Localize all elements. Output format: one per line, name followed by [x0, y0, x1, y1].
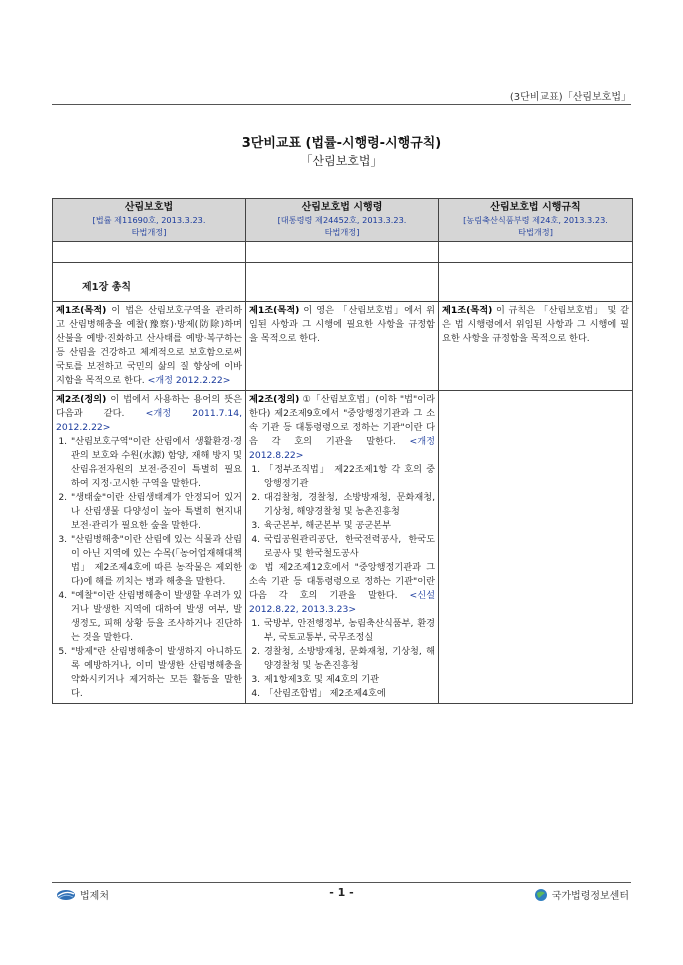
- footer-right: [534, 887, 629, 902]
- list-item: 2. 경찰청, 소방방재청, 문화재청, 기상청, 해양경찰청 및 농촌진흥청: [263, 645, 435, 673]
- footer-divider: [52, 882, 631, 883]
- article-1-rule: [439, 302, 633, 391]
- table-spacer-row: [53, 242, 633, 263]
- list-item: 4. 「산림조합법」 제2조제4호에: [263, 687, 435, 701]
- article-1-decree: [246, 302, 439, 391]
- list-item: 3. "산림병해충"이란 산림에 있는 식물과 산림이 아닌 지역에 있는 수목(「농어업재해대책법」 제2조제4호에 따른 농작물은 제외한다)에 해를 끼치는 병과 해충을 말한다.: [70, 533, 242, 589]
- running-header: (3단비교표)「산림보호법」: [509, 92, 631, 103]
- agency-list-2: [249, 617, 435, 701]
- agency-list-1: [249, 463, 435, 561]
- column-enactment-cont: 타법개정]: [324, 227, 360, 237]
- article-title: 제1조(목적): [442, 305, 493, 316]
- amendment-note: <신설 2012.8.22, 2013.3.23>: [249, 590, 435, 615]
- column-header-law: [53, 199, 246, 242]
- article-text: 이 영은 「산림보호법」에서 위임된 사항과 그 시행에 필요한 사항을 규정함을 목적으로 한다.: [249, 305, 435, 344]
- article-2-law: [53, 391, 246, 704]
- list-item: 2. 대검찰청, 경찰청, 소방방재청, 문화재청, 기상청, 해양경찰청 및 농촌진흥청: [263, 491, 435, 519]
- list-item: 1. "산림보호구역"이란 산림에서 생활환경·경관의 보호와 수원(水源) 함양, 재해 방지 및 산림유전자원의 보전·증진이 특별히 필요하여 지정·고시한 구역을 말한다.: [70, 435, 242, 491]
- table-header-row: [53, 199, 633, 242]
- article-title: 제1조(목적): [56, 305, 107, 316]
- globe-logo-icon: [534, 888, 548, 902]
- chapter-title: 제1장 총칙: [82, 282, 132, 293]
- amendment-note: <개정 2012.2.22>: [147, 375, 231, 386]
- column-enactment-cont: 타법개정]: [518, 227, 553, 237]
- list-item: 3. 제1항제3호 및 제4호의 기관: [263, 673, 435, 687]
- page-number: - 1 -: [329, 886, 354, 899]
- chapter-row: [53, 263, 633, 302]
- list-item: 4. "예찰"이란 산림병해충이 발생할 우려가 있거나 발생한 지역에 대하여 발생 여부, 발생정도, 피해 상황 등을 조사하거나 진단하는 것을 말한다.: [70, 589, 242, 645]
- column-enactment: [법률 제11690호, 2013.3.23.: [92, 215, 206, 225]
- document-title: 3단비교표 (법률-시행령-시행규칙): [241, 136, 442, 151]
- article-2-rule: [439, 391, 633, 704]
- article-title: 제1조(목적): [249, 305, 300, 316]
- article-text: ①「산림보호법」(이하 "법"이라 한다) 제2조제9호에서 "중앙행정기관과 그 소속 기관 등 대통령령으로 정하는 기관"이란 다음 각 호의 기관을 말한다.: [249, 394, 435, 447]
- footer-agency-label: 법제처: [80, 891, 109, 902]
- column-enactment: [농림축산식품부령 제24호, 2013.3.23.: [463, 215, 608, 225]
- column-header-rule: [439, 199, 633, 242]
- definition-list: [56, 435, 242, 701]
- column-name: 산림보호법 시행규칙: [490, 202, 581, 213]
- document-subtitle: 「산림보호법」: [300, 154, 383, 168]
- article-text: 이 법에서 사용하는 용어의 뜻은 다음과 같다.: [56, 394, 242, 419]
- article-title: 제2조(정의): [56, 394, 107, 405]
- header-divider: [52, 104, 631, 105]
- article-2-row: [53, 391, 633, 704]
- article-2-decree: [246, 391, 439, 704]
- column-enactment-cont: 타법개정]: [131, 227, 167, 237]
- amendment-note: <개정 2012.8.22>: [249, 436, 435, 461]
- column-header-decree: [246, 199, 439, 242]
- list-item: 3. 육군본부, 해군본부 및 공군본부: [263, 519, 435, 533]
- list-item: 1. 「정부조직법」 제22조제1항 각 호의 중앙행정기관: [263, 463, 435, 491]
- list-item: 1. 국방부, 안전행정부, 농림축산식품부, 환경부, 국토교통부, 국무조정실: [263, 617, 435, 645]
- paragraph-2: ② 법 제2조제12호에서 "중앙행정기관과 그 소속 기관 등 대통령령으로 정하는 기관"이란 다음 각 호의 기관을 말한다.: [249, 562, 435, 601]
- list-item: 4. 국립공원관리공단, 한국전력공사, 한국도로공사 및 한국철도공사: [263, 533, 435, 561]
- list-item: 2. "생태숲"이란 산림생태계가 안정되어 있거나 산림생물 다양성이 높아 특별히 현지내 보전·관리가 필요한 숲을 말한다.: [70, 491, 242, 533]
- column-name: 산림보호법: [124, 202, 174, 213]
- article-1-row: [53, 302, 633, 391]
- column-enactment: [대통령령 제24452호, 2013.3.23.: [277, 215, 407, 225]
- column-name: 산림보호법 시행령: [301, 202, 383, 213]
- footer-center-label: 국가법령정보센터: [551, 891, 629, 902]
- article-text: 이 규칙은 「산림보호법」 및 같은 법 시행령에서 위임된 사항과 그 시행에 필요한 사항을 규정함을 목적으로 한다.: [442, 305, 629, 344]
- article-1-law: [53, 302, 246, 391]
- comparison-table: [52, 198, 633, 704]
- list-item: 5. "방제"란 산림병해충이 발생하지 아니하도록 예방하거나, 이미 발생한 산림병해충을 약화시키거나 제거하는 모든 활동을 말한다.: [70, 645, 242, 701]
- article-text: 이 법은 산림보호구역을 관리하고 산림병해충을 예찰(豫察)·방제(防除)하며 산불을 예방·진화하고 산사태를 예방·복구하는 등 산림을 건강하고 체계적으로 보호함으로써 국토를 보전하고 국민의 삶의 질 향상에 이바지함을 목적으로 한다.: [56, 305, 242, 386]
- article-title: 제2조(정의): [249, 394, 300, 405]
- amendment-note: <개정 2011.7.14, 2012.2.22>: [56, 408, 242, 433]
